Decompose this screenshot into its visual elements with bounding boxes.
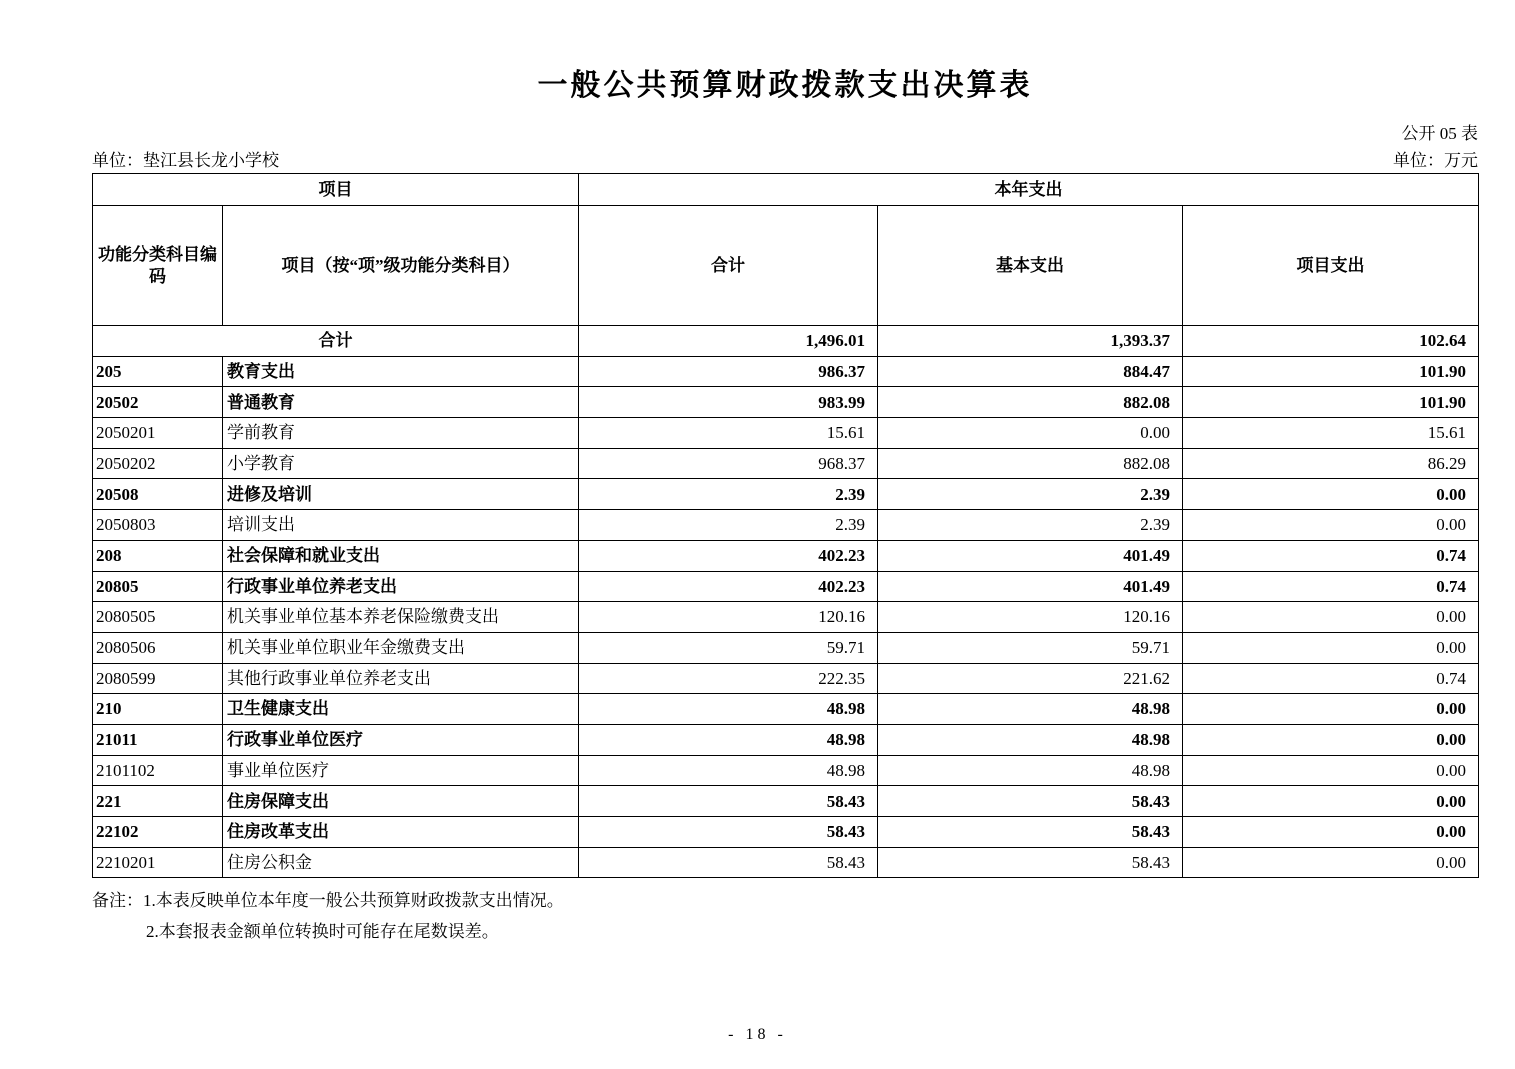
cell-code: 2210201 (93, 847, 223, 878)
cell-basic: 2.39 (878, 479, 1183, 510)
cell-project: 0.00 (1183, 510, 1479, 541)
cell-code: 21011 (93, 724, 223, 755)
cell-basic: 120.16 (878, 602, 1183, 633)
table-row (93, 387, 1479, 418)
cell-code: 2050803 (93, 510, 223, 541)
header-col-total: 合计 (579, 206, 878, 326)
cell-code: 205 (93, 356, 223, 387)
header-col-basic: 基本支出 (878, 206, 1183, 326)
cell-total: 2.39 (579, 510, 878, 541)
cell-total: 59.71 (579, 632, 878, 663)
cell-total: 48.98 (579, 724, 878, 755)
cell-item: 事业单位医疗 (223, 755, 579, 786)
cell-basic: 58.43 (878, 817, 1183, 848)
header-group-current-year: 本年支出 (579, 174, 1479, 206)
cell-basic: 48.98 (878, 755, 1183, 786)
cell-basic: 882.08 (878, 387, 1183, 418)
cell-project: 101.90 (1183, 387, 1479, 418)
table-row (93, 663, 1479, 694)
cell-code: 2080599 (93, 663, 223, 694)
cell-code: 22102 (93, 817, 223, 848)
cell-item: 合计 (93, 326, 579, 357)
cell-code: 221 (93, 786, 223, 817)
cell-project: 0.00 (1183, 724, 1479, 755)
cell-total: 2.39 (579, 479, 878, 510)
cell-project: 0.00 (1183, 786, 1479, 817)
cell-total: 58.43 (579, 817, 878, 848)
cell-project: 102.64 (1183, 326, 1479, 357)
cell-item: 行政事业单位养老支出 (223, 571, 579, 602)
table-row (93, 786, 1479, 817)
table-row (93, 755, 1479, 786)
expenditure-table (92, 173, 1479, 878)
cell-basic: 58.43 (878, 847, 1183, 878)
cell-item: 培训支出 (223, 510, 579, 541)
page-number: - 18 - (728, 1026, 787, 1043)
cell-code: 20502 (93, 387, 223, 418)
cell-total: 48.98 (579, 694, 878, 725)
cell-item: 住房保障支出 (223, 786, 579, 817)
cell-basic: 0.00 (878, 418, 1183, 449)
cell-project: 0.74 (1183, 571, 1479, 602)
cell-basic: 221.62 (878, 663, 1183, 694)
cell-project: 15.61 (1183, 418, 1479, 449)
cell-code: 208 (93, 540, 223, 571)
cell-total: 48.98 (579, 755, 878, 786)
cell-item: 学前教育 (223, 418, 579, 449)
cell-item: 住房公积金 (223, 847, 579, 878)
cell-item: 住房改革支出 (223, 817, 579, 848)
table-row (93, 602, 1479, 633)
cell-basic: 58.43 (878, 786, 1183, 817)
table-header (93, 174, 1479, 326)
cell-project: 0.00 (1183, 602, 1479, 633)
cell-code: 2080506 (93, 632, 223, 663)
cell-basic: 401.49 (878, 571, 1183, 602)
cell-total: 402.23 (579, 571, 878, 602)
header-columns-row (93, 206, 1479, 326)
cell-code: 210 (93, 694, 223, 725)
cell-project: 0.00 (1183, 694, 1479, 725)
cell-total: 222.35 (579, 663, 878, 694)
cell-code: 20508 (93, 479, 223, 510)
cell-project: 0.00 (1183, 632, 1479, 663)
table-row (93, 632, 1479, 663)
cell-project: 101.90 (1183, 356, 1479, 387)
cell-total: 120.16 (579, 602, 878, 633)
cell-basic: 59.71 (878, 632, 1183, 663)
cell-item: 其他行政事业单位养老支出 (223, 663, 579, 694)
cell-project: 0.00 (1183, 847, 1479, 878)
cell-code: 2050202 (93, 448, 223, 479)
note-line-1: 备注：1.本表反映单位本年度一般公共预算财政拨款支出情况。 (92, 891, 564, 910)
cell-basic: 882.08 (878, 448, 1183, 479)
table-row (93, 326, 1479, 357)
cell-item: 行政事业单位医疗 (223, 724, 579, 755)
cell-project: 0.00 (1183, 817, 1479, 848)
table-row (93, 571, 1479, 602)
page-title: 一般公共预算财政拨款支出决算表 (537, 69, 1033, 102)
header-group-row (93, 174, 1479, 206)
cell-basic: 2.39 (878, 510, 1183, 541)
cell-total: 968.37 (579, 448, 878, 479)
cell-item: 小学教育 (223, 448, 579, 479)
table-row (93, 418, 1479, 449)
cell-project: 0.00 (1183, 755, 1479, 786)
cell-project: 0.74 (1183, 663, 1479, 694)
table-row (93, 694, 1479, 725)
cell-basic: 401.49 (878, 540, 1183, 571)
unit-name-label: 单位：垫江县长龙小学校 (92, 151, 279, 170)
cell-basic: 48.98 (878, 694, 1183, 725)
cell-basic: 884.47 (878, 356, 1183, 387)
cell-item: 卫生健康支出 (223, 694, 579, 725)
header-group-item: 项目 (93, 174, 579, 206)
cell-item: 进修及培训 (223, 479, 579, 510)
form-number-label: 公开 05 表 (1401, 124, 1478, 143)
cell-total: 58.43 (579, 847, 878, 878)
cell-total: 15.61 (579, 418, 878, 449)
cell-item: 社会保障和就业支出 (223, 540, 579, 571)
cell-total: 1,496.01 (579, 326, 878, 357)
table-row (93, 510, 1479, 541)
table-row (93, 479, 1479, 510)
cell-project: 0.00 (1183, 479, 1479, 510)
cell-code: 2050201 (93, 418, 223, 449)
cell-total: 986.37 (579, 356, 878, 387)
cell-code: 2101102 (93, 755, 223, 786)
header-col-code: 功能分类科目编码 (93, 206, 223, 326)
table-body (93, 326, 1479, 878)
table-row (93, 356, 1479, 387)
header-col-item: 项目（按“项”级功能分类科目） (223, 206, 579, 326)
cell-code: 2080505 (93, 602, 223, 633)
cell-item: 普通教育 (223, 387, 579, 418)
cell-project: 0.74 (1183, 540, 1479, 571)
currency-unit-label: 单位：万元 (1393, 151, 1478, 170)
cell-total: 402.23 (579, 540, 878, 571)
cell-total: 58.43 (579, 786, 878, 817)
cell-item: 教育支出 (223, 356, 579, 387)
cell-project: 86.29 (1183, 448, 1479, 479)
cell-item: 机关事业单位职业年金缴费支出 (223, 632, 579, 663)
cell-item: 机关事业单位基本养老保险缴费支出 (223, 602, 579, 633)
header-col-project: 项目支出 (1183, 206, 1479, 326)
cell-basic: 48.98 (878, 724, 1183, 755)
table-row (93, 540, 1479, 571)
note-line-2: 2.本套报表金额单位转换时可能存在尾数误差。 (146, 922, 499, 941)
cell-code: 20805 (93, 571, 223, 602)
table-row (93, 847, 1479, 878)
table-row (93, 448, 1479, 479)
table-row (93, 724, 1479, 755)
table-row (93, 817, 1479, 848)
cell-basic: 1,393.37 (878, 326, 1183, 357)
cell-total: 983.99 (579, 387, 878, 418)
